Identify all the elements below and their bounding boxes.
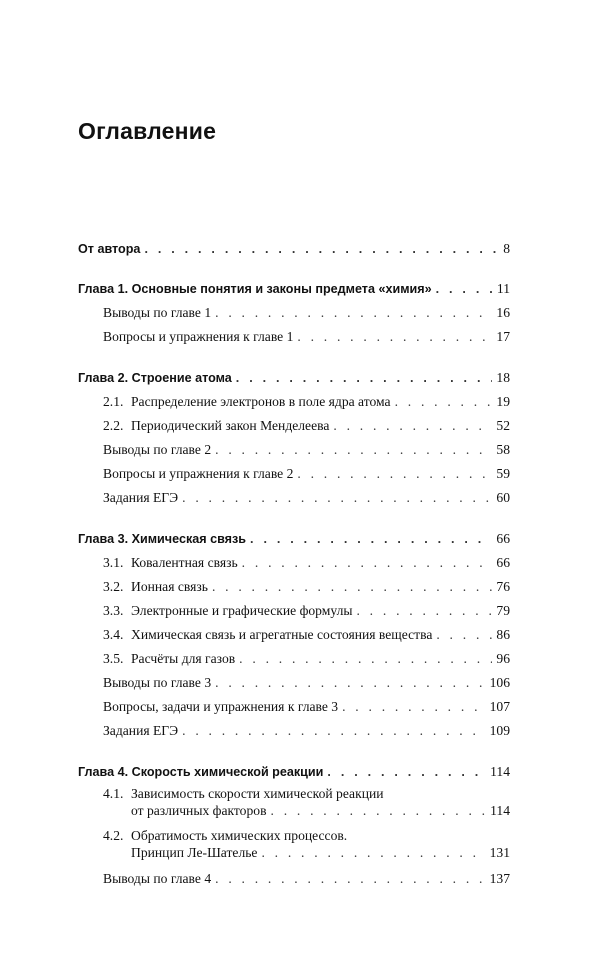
toc-entry-ch4-conclusions[interactable] [103,870,510,887]
toc-entry-ch2-conclusions[interactable] [103,441,510,458]
toc-page-number: 16 [496,305,510,320]
toc-page-number: 96 [496,651,510,666]
toc-entry-ch3-conclusions[interactable] [103,674,510,691]
toc-entry-chapter-1[interactable] [78,280,510,298]
toc-entry-chapter-4[interactable] [78,763,510,781]
toc-entry-text: Выводы по главе 4 [103,871,212,886]
dot-leader [250,531,492,548]
dot-leader [356,602,492,619]
toc-entry-author[interactable] [78,240,510,258]
toc-page-number: 18 [496,370,510,385]
toc-entry-text-line-1: Зависимость скорости химической реакции [131,786,384,801]
dot-leader [182,722,485,739]
toc-entry-section-3-4[interactable] [103,626,510,643]
section-number: 3.1. [103,555,124,570]
toc-entry-text: Выводы по главе 3 [103,675,212,690]
toc-entry-ch1-questions[interactable] [103,328,510,345]
dot-leader [242,554,493,571]
toc-entry-text: Химическая связь и агрегатные состояния вещества [131,627,433,642]
dot-leader [215,674,485,691]
toc-entry-text: Периодический закон Менделеева [131,418,330,433]
toc-page-number: 76 [496,579,510,594]
toc-entry-text: Глава 3. Химическая связь [78,532,247,546]
toc-entry-text-line-2: Принцип Ле-Шателье [131,845,258,860]
page-title: Оглавление [78,118,217,144]
section-number: 4.2. [103,828,124,843]
toc-entry-chapter-3[interactable] [78,530,510,548]
toc-entry-section-4-2[interactable] [103,827,510,861]
toc-entry-text: Глава 1. Основные понятия и законы предмета «химия» [78,282,432,296]
toc-page-number: 107 [489,699,510,714]
section-number: 3.4. [103,627,124,642]
dot-leader [395,393,493,410]
toc-entry-section-2-1[interactable] [103,393,510,410]
toc-page-number: 17 [496,329,510,344]
dot-leader [436,281,493,298]
toc-entry-text: Глава 2. Строение атома [78,371,232,385]
toc-page-number: 86 [496,627,510,642]
toc-entry-text: Вопросы и упражнения к главе 2 [103,466,294,481]
toc-page-number: 79 [496,603,510,618]
toc-entry-ch3-exam[interactable] [103,722,510,739]
section-number: 3.5. [103,651,124,666]
toc-entry-text: Расчёты для газов [131,651,236,666]
toc-page-number: 106 [489,675,510,690]
toc-page-number: 52 [496,418,510,433]
dot-leader [144,241,499,258]
toc-page-number: 137 [489,871,510,886]
toc-page-number: 114 [490,764,510,779]
toc-entry-text: Выводы по главе 1 [103,305,212,320]
toc-page-number: 59 [496,466,510,481]
toc-entry-section-3-5[interactable] [103,650,510,667]
toc-entry-text: Задания ЕГЭ [103,723,179,738]
toc-entry-text: Ковалентная связь [131,555,238,570]
toc-page-number: 109 [489,723,510,738]
toc-page-number: 58 [496,442,510,457]
toc-page-number: 60 [496,490,510,505]
toc-entry-text-line-2: от различных факторов [131,803,267,818]
dot-leader [297,465,492,482]
toc-entry-ch2-questions[interactable] [103,465,510,482]
toc-entry-section-2-2[interactable] [103,417,510,434]
toc-entry-text: Задания ЕГЭ [103,490,179,505]
section-number: 3.2. [103,579,124,594]
dot-leader [261,844,485,861]
section-number: 4.1. [103,786,124,801]
toc-page-number: 114 [490,803,510,818]
toc-page-number: 11 [496,281,510,296]
toc-entry-section-4-1[interactable] [103,785,510,819]
toc-entry-section-3-2[interactable] [103,578,510,595]
toc-entry-text: Ионная связь [131,579,208,594]
section-number: 2.1. [103,394,124,409]
dot-leader [236,370,493,387]
dot-leader [215,441,492,458]
toc-entry-section-3-3[interactable] [103,602,510,619]
toc-entry-text: От автора [78,242,141,256]
toc-page-number: 131 [489,845,510,860]
dot-leader [239,650,492,667]
toc-entry-text: Вопросы и упражнения к главе 1 [103,329,294,344]
toc-entry-text: Вопросы, задачи и упражнения к главе 3 [103,699,339,714]
toc-entry-ch1-conclusions[interactable] [103,304,510,321]
dot-leader [297,328,492,345]
toc-entry-ch3-questions[interactable] [103,698,510,715]
toc-entry-text: Глава 4. Скорость химической реакции [78,765,324,779]
section-number: 2.2. [103,418,124,433]
toc-entry-text: Распределение электронов в поле ядра атома [131,394,391,409]
dot-leader [436,626,492,643]
dot-leader [271,802,487,819]
dot-leader [342,698,486,715]
toc-entry-text-line-1: Обратимость химических процессов. [131,828,348,843]
dot-leader [333,417,492,434]
toc-entry-ch2-exam[interactable] [103,489,510,506]
toc-entry-text: Выводы по главе 2 [103,442,212,457]
section-number: 3.3. [103,603,124,618]
dot-leader [182,489,492,506]
toc-page-number: 66 [496,555,510,570]
dot-leader [215,304,492,321]
toc-entry-text: Электронные и графические формулы [131,603,353,618]
toc-page-number: 19 [496,394,510,409]
toc-page-number: 66 [496,531,510,546]
toc-entry-section-3-1[interactable] [103,554,510,571]
dot-leader [212,578,492,595]
dot-leader [327,764,486,781]
toc-entry-chapter-2[interactable] [78,369,510,387]
toc-page-number: 8 [503,241,510,256]
dot-leader [215,870,485,887]
